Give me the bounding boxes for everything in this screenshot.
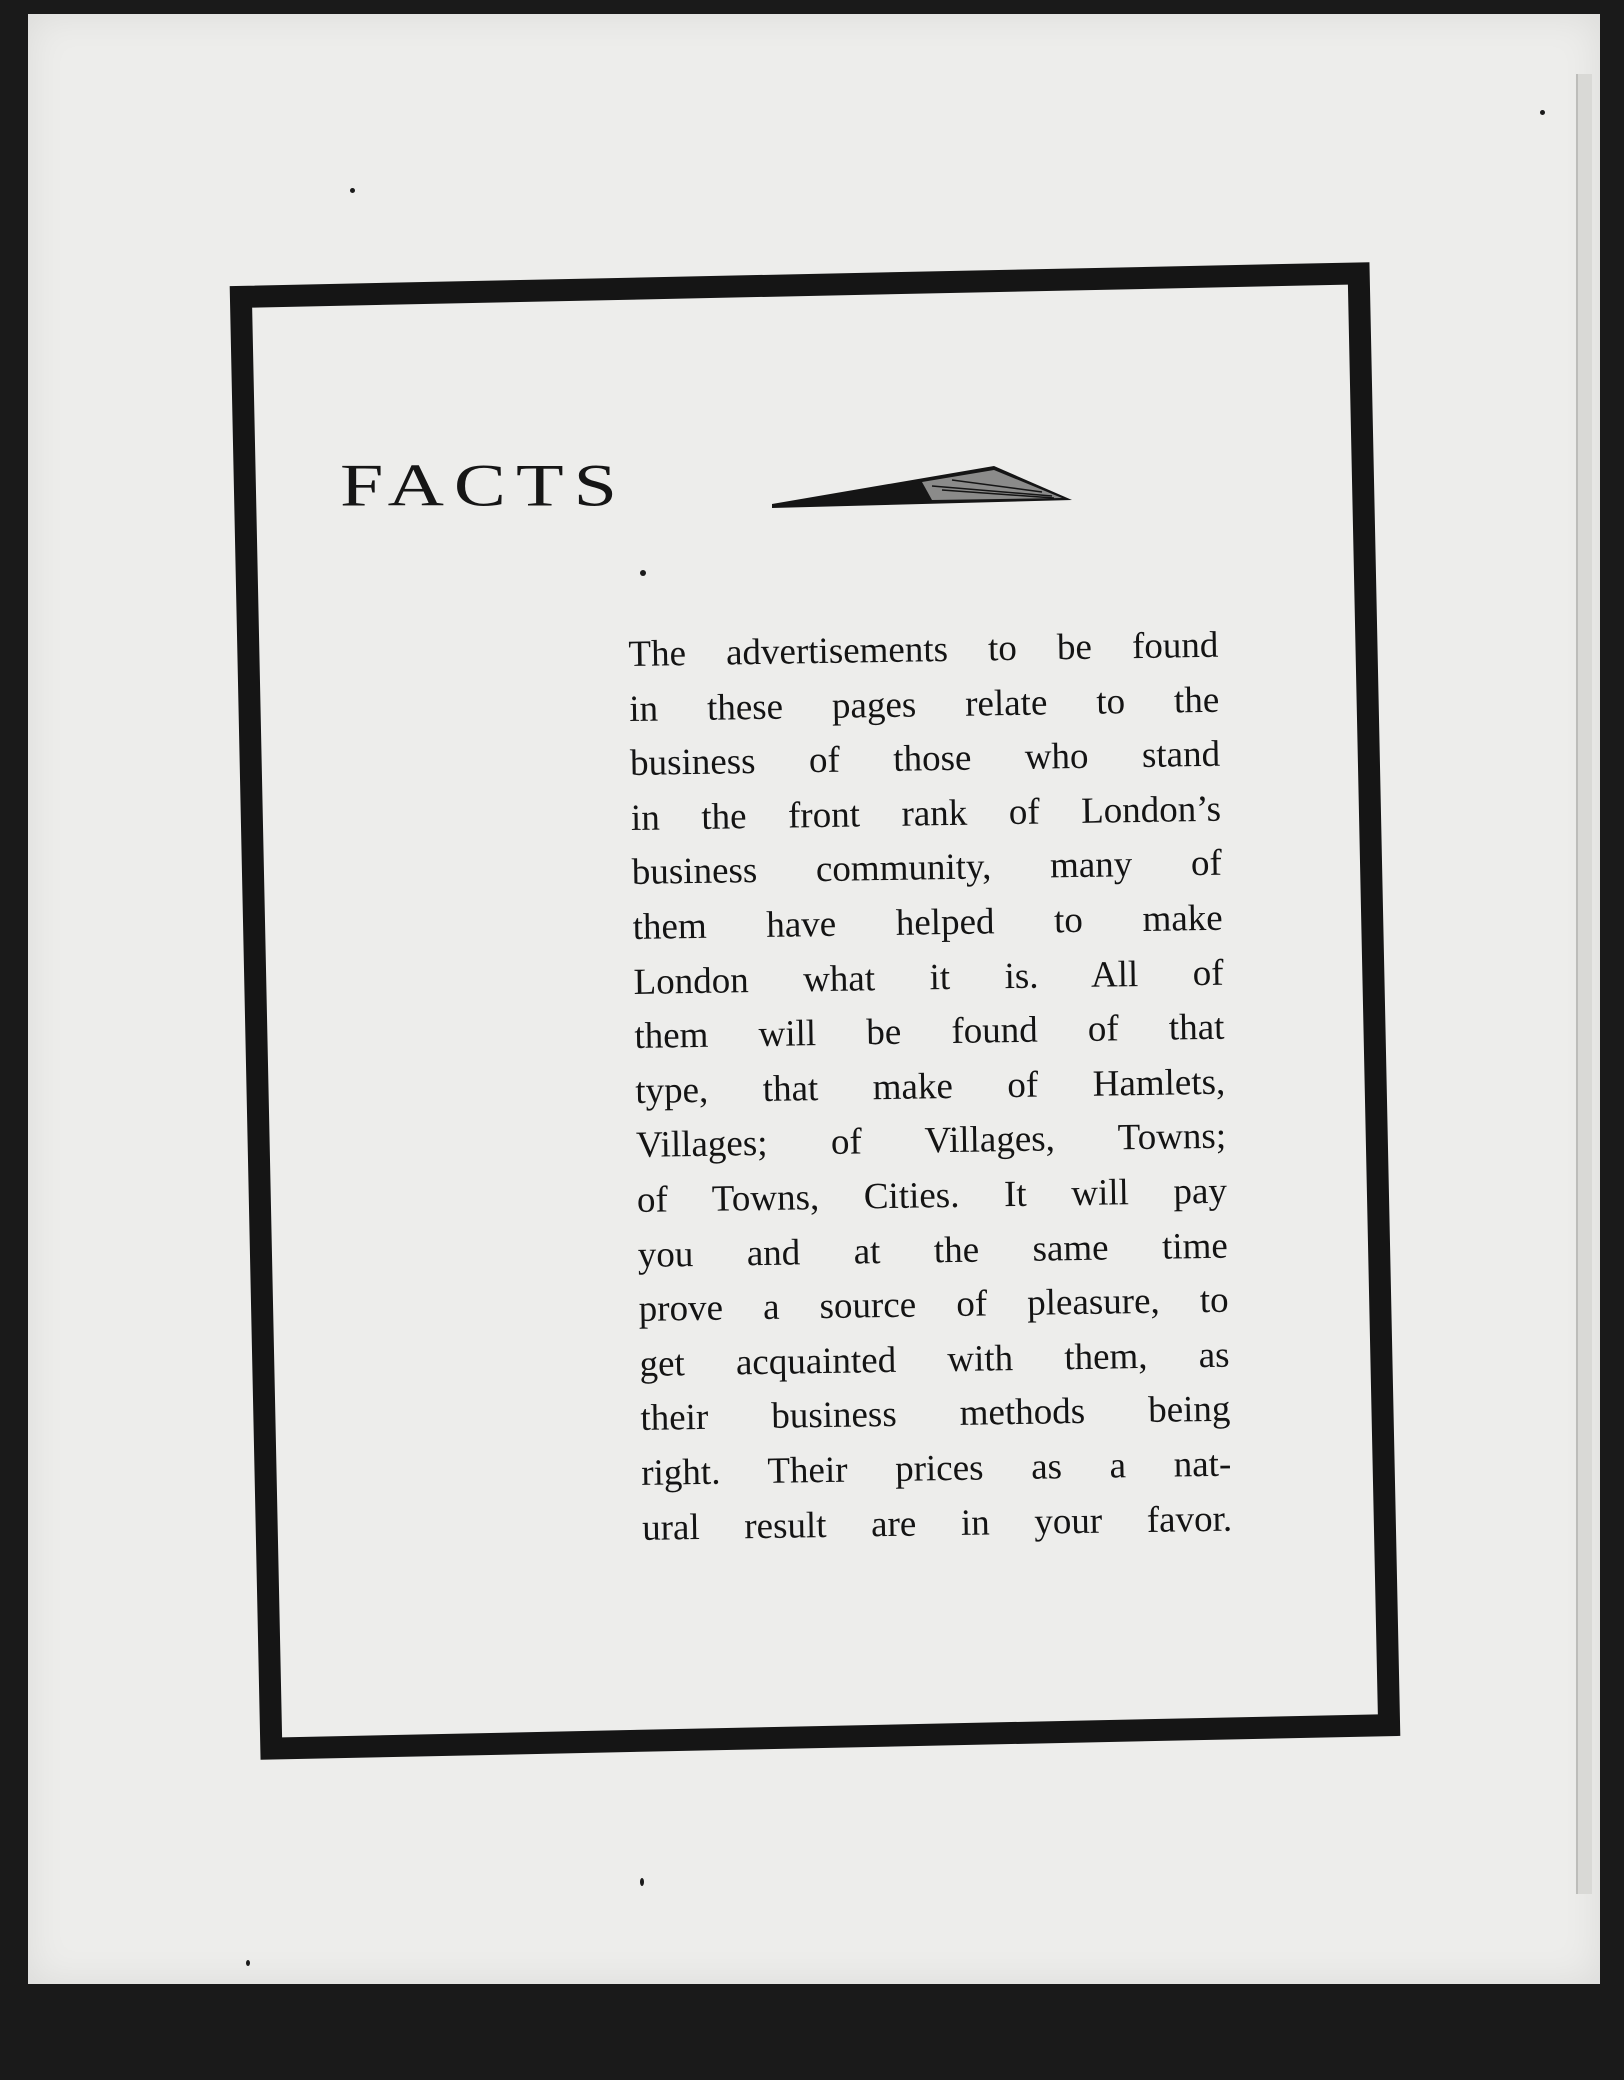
body-line: business of those who stand <box>629 733 1221 785</box>
scan-speck <box>350 188 355 193</box>
decorative-wedge-ornament <box>772 460 1072 530</box>
body-line: right. Their prices as a nat- <box>640 1443 1232 1494</box>
body-line: their business methods being <box>640 1388 1231 1440</box>
body-line: you and at the same time <box>637 1225 1229 1276</box>
scan-speck <box>640 1878 644 1886</box>
scan-speck <box>640 570 646 576</box>
body-line: of Towns, Cities. It will pay <box>636 1170 1228 1221</box>
scan-speck <box>246 1960 250 1966</box>
body-line: in the front rank of London’s <box>630 788 1222 839</box>
page-edge <box>1576 74 1592 1894</box>
body-line: Villages; of Villages, Towns; <box>635 1116 1227 1167</box>
heading-group <box>340 440 1060 530</box>
body-line: them will be found of that <box>634 1006 1225 1058</box>
body-line: London what it is. All of <box>633 952 1224 1003</box>
body-line: ural result are in your favor. <box>641 1498 1233 1549</box>
body-line: in these pages relate to the <box>628 679 1220 730</box>
heading-title: FACTS <box>340 450 627 519</box>
body-line: get acquainted with them, as <box>639 1334 1230 1385</box>
body-line: prove a source of pleasure, to <box>638 1279 1229 1331</box>
body-text <box>628 619 1233 1556</box>
body-line: The advertisements to be found <box>628 624 1219 675</box>
scan-speck <box>1540 110 1545 115</box>
body-line: business community, many of <box>631 843 1223 894</box>
body-line: them have helped to make <box>632 897 1223 948</box>
body-line: type, that make of Hamlets, <box>634 1061 1226 1112</box>
